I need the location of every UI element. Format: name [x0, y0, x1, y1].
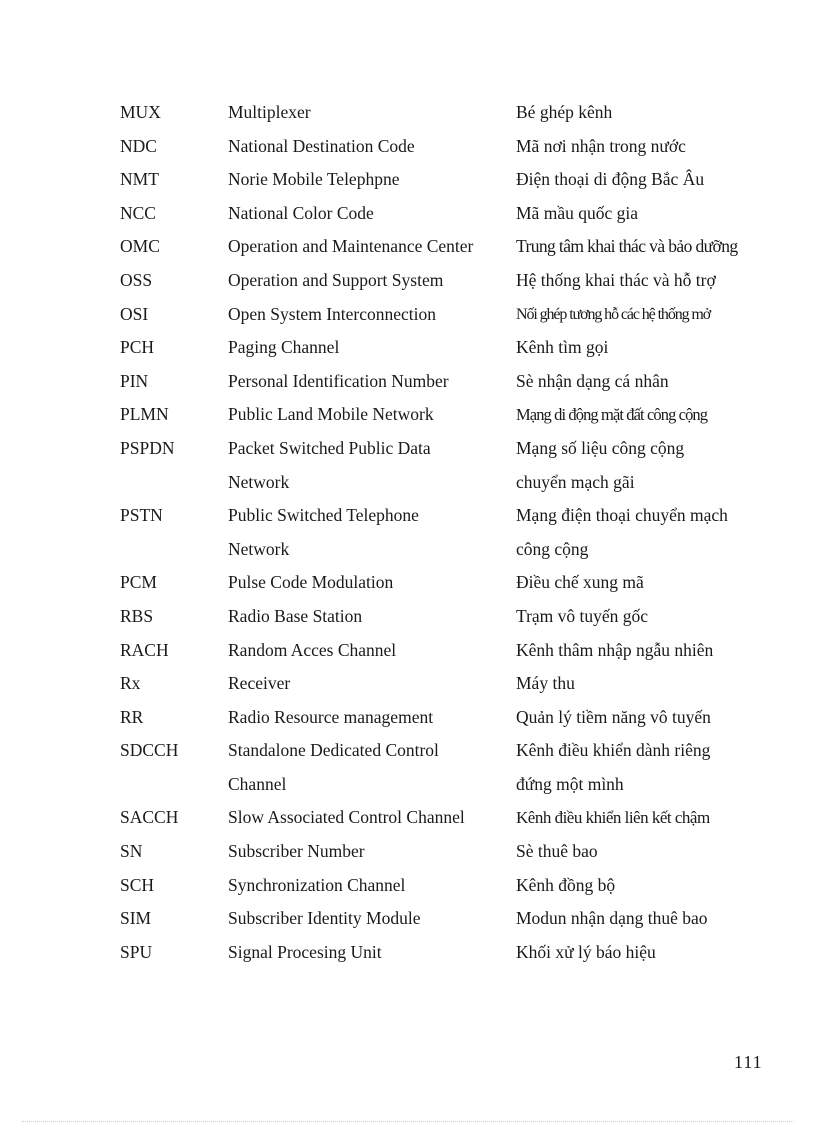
- vietnamese-term: Mã mầu quốc gia: [516, 202, 638, 223]
- english-term: Packet Switched Public Data Network: [228, 437, 431, 492]
- table-row: [120, 298, 760, 332]
- abbreviation: SN: [120, 841, 143, 862]
- table-row: [120, 130, 760, 164]
- abbreviation: PCH: [120, 337, 155, 358]
- abbreviation: NMT: [120, 169, 159, 190]
- abbreviation: Rx: [120, 673, 141, 694]
- english-term: Public Switched Telephone Network: [228, 505, 419, 559]
- english-term: National Color Code: [228, 202, 374, 223]
- table-row: [120, 835, 760, 869]
- page-bottom-divider: [22, 1121, 794, 1122]
- abbreviation-table: [120, 96, 760, 969]
- table-row: [120, 869, 760, 903]
- table-row: [120, 667, 760, 701]
- table-row: [120, 634, 760, 668]
- table-row: [120, 96, 760, 130]
- abbreviation: RACH: [120, 639, 169, 660]
- abbreviation: PLMN: [120, 404, 169, 425]
- table-row: [120, 163, 760, 197]
- abbreviation: SIM: [120, 908, 152, 929]
- vietnamese-term: Trung tâm khai thác và bảo dưỡng: [516, 236, 738, 257]
- english-term: Operation and Support System: [228, 269, 444, 290]
- vietnamese-term: Điều chế xung mã: [516, 572, 644, 593]
- english-term: Random Acces Channel: [228, 639, 397, 660]
- english-term: National Destination Code: [228, 135, 415, 156]
- vietnamese-term: Điện thoại di động Bắc Âu: [516, 169, 705, 190]
- table-row: [120, 331, 760, 365]
- abbreviation: SACCH: [120, 807, 179, 828]
- table-row: [120, 566, 760, 600]
- table-row: [120, 197, 760, 231]
- vietnamese-term: Kênh đồng bộ: [516, 874, 616, 895]
- abbreviation: RR: [120, 706, 144, 727]
- table-row: [120, 398, 760, 432]
- vietnamese-term: Modun nhận dạng thuê bao: [516, 908, 708, 929]
- abbreviation: SPU: [120, 941, 153, 962]
- vietnamese-term: Mã nơi nhận trong nước: [516, 135, 686, 156]
- vietnamese-term: Quản lý tiềm năng vô tuyến: [516, 706, 711, 727]
- vietnamese-term: Trạm vô tuyến gốc: [516, 605, 649, 626]
- vietnamese-term: Sè nhận dạng cá nhân: [516, 370, 669, 391]
- english-term: Subscriber Number: [228, 841, 365, 862]
- english-term: Paging Channel: [228, 337, 340, 358]
- english-term: Standalone Dedicated Control Channel: [228, 740, 439, 794]
- vietnamese-term: Mạng điện thoại chuyển mạch công cộng: [516, 505, 728, 559]
- english-term: Open System Interconnection: [228, 303, 437, 324]
- table-row: [120, 734, 760, 801]
- abbreviation: NDC: [120, 135, 157, 156]
- vietnamese-term: Bé ghép kênh: [516, 102, 613, 122]
- english-term: Subscriber Identity Module: [228, 908, 421, 929]
- table-row: [120, 902, 760, 936]
- abbreviation: RBS: [120, 605, 154, 626]
- table-row: [120, 264, 760, 298]
- vietnamese-term: Hệ thống khai thác và hỗ trợ: [516, 269, 716, 290]
- vietnamese-term: Kênh điều khiển liên kết chậm: [516, 808, 710, 828]
- vietnamese-term: Mạng số liệu công cộng chuyển mạch gãi: [516, 437, 685, 492]
- abbreviation: SDCCH: [120, 740, 179, 761]
- vietnamese-term: Kênh thâm nhập ngẫu nhiên: [516, 639, 714, 660]
- english-term: Personal Identification Number: [228, 370, 449, 391]
- english-term: Synchronization Channel: [228, 874, 406, 895]
- abbreviation: SCH: [120, 874, 155, 895]
- english-term: Multiplexer: [228, 102, 311, 122]
- english-term: Norie Mobile Telephpne: [228, 169, 400, 190]
- vietnamese-term: Mạng di động mặt đất công cộng: [516, 405, 708, 425]
- abbreviation: PCM: [120, 572, 157, 593]
- english-term: Radio Resource management: [228, 706, 434, 727]
- table-row: [120, 432, 760, 499]
- abbreviation: OSI: [120, 303, 149, 324]
- abbreviation: PSPDN: [120, 437, 175, 458]
- english-term: Operation and Maintenance Center: [228, 236, 474, 257]
- table-row: [120, 701, 760, 735]
- vietnamese-term: Kênh điều khiển dành riêng đứng một mình: [516, 740, 711, 794]
- table-row: [120, 936, 760, 970]
- vietnamese-term: Kênh tìm gọi: [516, 337, 609, 358]
- table-row: [120, 230, 760, 264]
- abbreviation: PSTN: [120, 505, 163, 526]
- english-term: Pulse Code Modulation: [228, 572, 394, 593]
- abbreviation: PIN: [120, 370, 149, 391]
- english-term: Receiver: [228, 673, 291, 694]
- english-term: Slow Associated Control Channel: [228, 807, 465, 828]
- vietnamese-term: Máy thu: [516, 673, 575, 694]
- abbreviation: NCC: [120, 202, 156, 223]
- english-term: Radio Base Station: [228, 605, 363, 626]
- abbreviation: MUX: [120, 102, 161, 122]
- abbreviation: OMC: [120, 236, 160, 257]
- table-row: [120, 365, 760, 399]
- table-row: [120, 801, 760, 835]
- english-term: Signal Procesing Unit: [228, 941, 382, 962]
- table-row: [120, 499, 760, 566]
- table-row: [120, 600, 760, 634]
- page-number: 111: [734, 1052, 763, 1072]
- vietnamese-term: Khối xử lý báo hiệu: [516, 941, 656, 962]
- vietnamese-term: Nối ghép tương hỗ các hệ thống mở: [516, 305, 711, 323]
- english-term: Public Land Mobile Network: [228, 404, 434, 425]
- abbreviation: OSS: [120, 269, 153, 290]
- vietnamese-term: Sè thuê bao: [516, 841, 598, 862]
